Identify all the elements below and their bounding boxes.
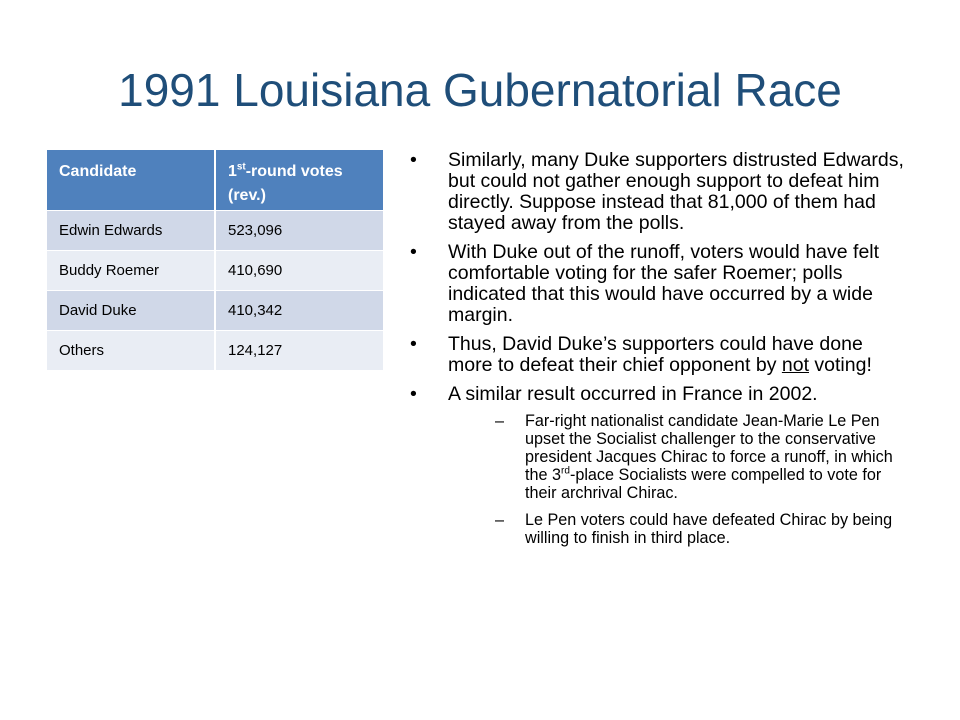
bullet-text-start: Thus, David Duke’s supporters could have done more to defeat their chief opponent by xyxy=(448,333,863,376)
bullet-item xyxy=(410,242,910,326)
sub-bullet-text-start: Far-right nationalist candidate Jean-Marie Le Pen upset the Socialist challenger to the conservative president Jacques Chirac to force a runoff, in which the 3 xyxy=(525,412,893,484)
votes-cell: 410,342 xyxy=(215,290,383,330)
bullet-content xyxy=(410,150,910,556)
sub-bullet-text-end: -place Socialists were compelled to vote for their archrival Chirac. xyxy=(525,466,882,502)
bullet-text: A similar result occurred in France in 2002. xyxy=(448,383,818,405)
candidate-cell: Others xyxy=(47,330,215,370)
table-row xyxy=(47,290,383,330)
ordinal-suffix: rd xyxy=(561,465,570,477)
bullet-marker: • xyxy=(410,333,417,355)
vote-table xyxy=(47,150,383,370)
sub-bullet-marker: – xyxy=(495,511,505,529)
table-header-row xyxy=(47,150,383,210)
bullet-text: With Duke out of the runoff, voters would have felt comfortable voting for the safer Roemer; polls indicated that this would have occurred by a wide margin. xyxy=(448,241,880,326)
underlined-word: not xyxy=(781,354,809,376)
sub-bullet-text: Le Pen voters could have defeated Chirac by being willing to finish in third place. xyxy=(525,511,893,547)
bullet-marker: • xyxy=(410,241,417,263)
table-row xyxy=(47,330,383,370)
header-votes-suffix: st xyxy=(236,161,246,173)
bullet-text-end: voting! xyxy=(809,354,872,376)
bullet-item xyxy=(410,334,910,376)
votes-cell: 523,096 xyxy=(215,210,383,250)
header-candidate: Candidate xyxy=(47,150,215,210)
sub-bullet-marker: – xyxy=(495,412,505,430)
candidate-cell: Edwin Edwards xyxy=(47,210,215,250)
bullet-item xyxy=(410,384,910,547)
votes-cell: 410,690 xyxy=(215,250,383,290)
sub-bullet-list xyxy=(448,412,910,547)
bullet-item xyxy=(410,150,910,234)
sub-bullet-item xyxy=(448,412,910,502)
bullet-list xyxy=(410,150,910,547)
bullet-marker: • xyxy=(410,383,417,405)
table-row xyxy=(47,210,383,250)
header-votes-number: 1 xyxy=(228,163,237,180)
bullet-marker: • xyxy=(410,149,417,171)
bullet-text: Similarly, many Duke supporters distrusted Edwards, but could not gather enough support to defeat him directly. Suppose instead that 81,000 of them had stayed away from the polls. xyxy=(448,149,904,234)
table-row xyxy=(47,250,383,290)
sub-bullet-item xyxy=(448,511,910,547)
slide-title: 1991 Louisiana Gubernatorial Race xyxy=(118,64,842,116)
candidate-cell: David Duke xyxy=(47,290,215,330)
header-votes xyxy=(215,150,383,210)
candidate-cell: Buddy Roemer xyxy=(47,250,215,290)
bullet-text xyxy=(448,333,872,376)
sub-bullet-text xyxy=(525,412,893,502)
votes-cell: 124,127 xyxy=(215,330,383,370)
header-votes-label: -round votes (rev.) xyxy=(228,163,343,204)
